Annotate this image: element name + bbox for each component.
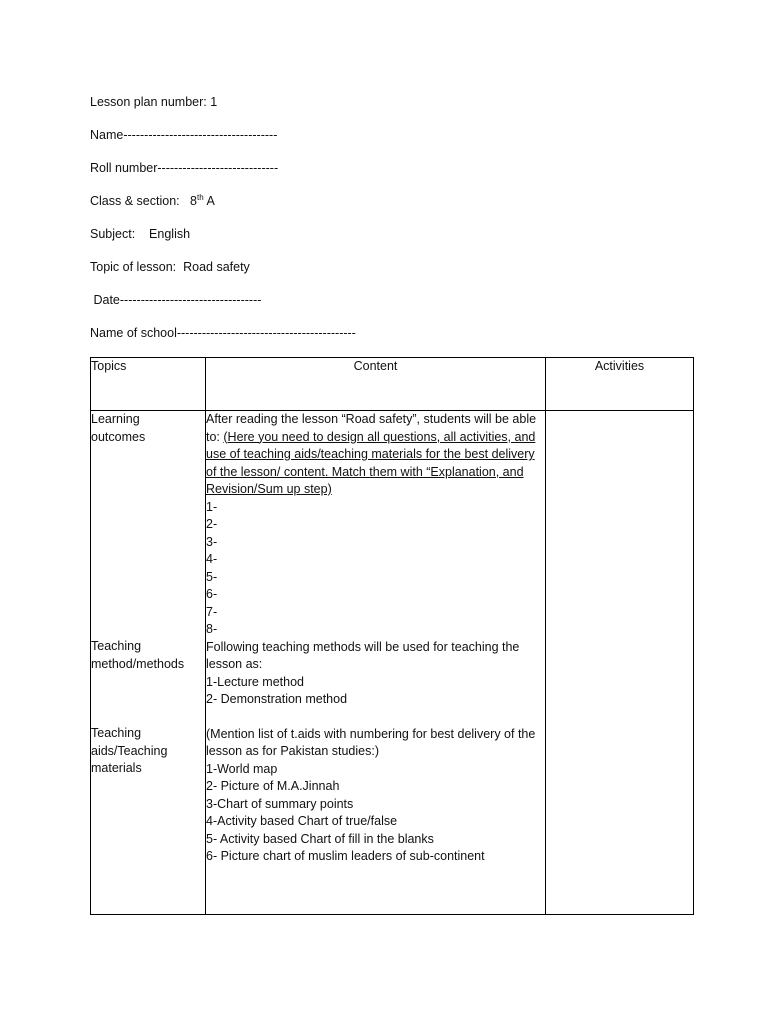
list-item: 5- <box>206 569 218 584</box>
list-item: 6- <box>206 587 218 601</box>
class-section-label: Class & section: 8 <box>90 194 197 208</box>
list-item: 4-Activity based Chart of true/false <box>206 814 398 828</box>
topic-teaching-methods <box>91 638 205 673</box>
topics-column <box>91 411 206 915</box>
table-header-row <box>91 358 694 411</box>
list-item: 6- Picture chart of muslim leaders of sub-continent <box>206 849 485 863</box>
outcomes-list <box>206 499 545 639</box>
list-item: 5- Activity based Chart of fill in the blanks <box>206 831 434 846</box>
class-section-value: A <box>203 194 215 208</box>
lesson-plan-table <box>90 357 694 915</box>
topic-aids-line-3: materials <box>91 761 142 775</box>
methods-intro: Following teaching methods will be used for teaching the lesson as: <box>206 639 520 671</box>
list-item: 1-World map <box>206 761 278 776</box>
list-item: 4- <box>206 552 218 566</box>
content-column <box>206 411 546 915</box>
list-item: 1-Lecture method <box>206 674 304 689</box>
list-item: 3- <box>206 534 218 549</box>
topic-learning-outcomes <box>91 411 205 446</box>
list-item: 7- <box>206 604 218 619</box>
class-section-field <box>90 193 215 209</box>
teaching-methods-block <box>206 639 545 709</box>
list-item: 2- Demonstration method <box>206 692 348 706</box>
school-name-field: Name of school------------------------------------------- <box>90 326 356 340</box>
topic-aids-line-1: Teaching <box>91 726 142 740</box>
list-item: 1- <box>206 499 218 514</box>
list-item: 2- <box>206 517 218 531</box>
outcomes-intro: After reading the lesson “Road safety”, students will be able to: <box>206 412 537 444</box>
list-item: 8- <box>206 622 218 636</box>
aids-intro: (Mention list of t.aids with numbering for best delivery of the lesson as for Pakistan studies:) <box>206 726 536 758</box>
list-item: 3-Chart of summary points <box>206 796 354 811</box>
topic-field: Topic of lesson: Road safety <box>90 260 250 274</box>
roll-number-field: Roll number----------------------------- <box>90 161 279 175</box>
topic-learning-line-2: outcomes <box>91 429 146 444</box>
header-content: Content <box>206 358 546 411</box>
lesson-plan-number: Lesson plan number: 1 <box>90 95 218 109</box>
outcomes-note: (Here you need to design all questions, all activities, and use of teaching aids/teaching materials for the best delivery of the lesson/ content. Match them with “Explanation, and Revision/Sum up step) <box>206 429 536 496</box>
class-section-suffix: th <box>197 193 204 202</box>
topic-learning-line-1: Learning <box>91 412 140 426</box>
learning-outcomes-block <box>206 411 545 499</box>
date-field: Date---------------------------------- <box>90 293 262 307</box>
subject-field: Subject: English <box>90 227 191 241</box>
header-topics: Topics <box>91 358 206 411</box>
topic-methods-line-1: Teaching <box>91 639 142 653</box>
topic-teaching-aids <box>91 725 205 778</box>
table-body-row <box>91 411 694 915</box>
header-activities: Activities <box>546 358 694 411</box>
activities-column <box>546 411 694 915</box>
topic-aids-line-2: aids/Teaching <box>91 743 168 758</box>
name-field: Name------------------------------------- <box>90 128 278 142</box>
topic-methods-line-2: method/methods <box>91 656 185 671</box>
teaching-aids-block <box>206 726 545 866</box>
list-item: 2- Picture of M.A.Jinnah <box>206 779 340 793</box>
